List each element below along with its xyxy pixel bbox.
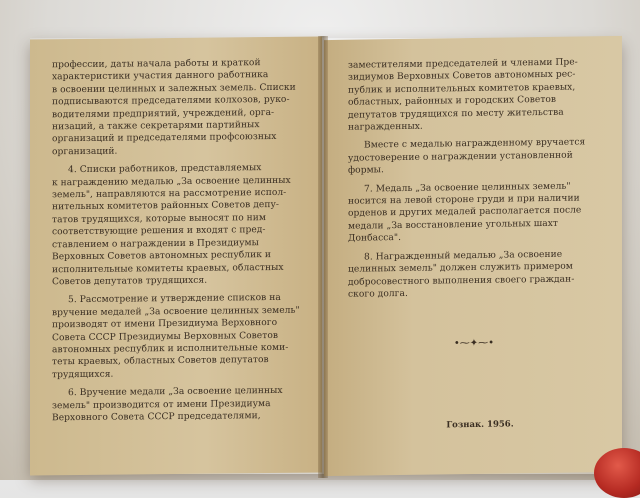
text-line: 8. Награжденный медалью „За освоение xyxy=(364,249,563,263)
text-line: носится на левой стороне груди и при наличии xyxy=(348,193,580,207)
text-line: подписываются председателями колхозов, руко- xyxy=(52,95,290,108)
text-line: медали „За восстановление угольных шахт xyxy=(348,218,558,232)
right-page xyxy=(324,36,622,476)
text-line: 4. Списки работников, представляемых xyxy=(68,163,262,176)
text-line: орденов и других медалей располагается после xyxy=(348,205,582,220)
text-line: заместителями председателей и членами Пре- xyxy=(348,57,578,71)
left-page xyxy=(30,36,322,475)
text-line: производят от имени Президиума Верховного xyxy=(52,318,278,331)
text-line: добросовестного выполнения своего граждан- xyxy=(348,274,575,288)
text-line: характеристики участия данного работника xyxy=(52,70,269,83)
text-line: водителями предприятий, учреждений, орга- xyxy=(52,107,275,120)
text-line: Верховного Совета СССР председателями, xyxy=(52,411,261,424)
text-line: удостоверение о награждении установленной xyxy=(348,150,573,164)
text-line: награжденных. xyxy=(348,121,423,133)
text-line: автономных республик и исполнительные коми- xyxy=(52,342,289,356)
left-page-text xyxy=(52,57,310,425)
text-line: ставлением о награждении в Президиумы xyxy=(52,237,259,250)
text-line: целинных земель" должен служить примером xyxy=(348,261,573,275)
text-line: нительных комитетов районных Советов депу- xyxy=(52,200,279,213)
text-line: Совета СССР Президиумы Верховных Советов xyxy=(52,330,279,343)
text-line: к награждению медалью „За освоение целинных xyxy=(52,175,291,188)
text-line: татов трудящихся, которые выносят по ним xyxy=(52,212,267,226)
text-line: 5. Рассмотрение и утверждение списков на xyxy=(68,293,281,306)
text-line: организаций и председателями профсоюзных xyxy=(52,132,277,145)
text-line: трудящихся. xyxy=(52,369,114,381)
booklet-spine xyxy=(318,36,328,478)
text-line: низаций, а также секретарями партийных xyxy=(52,120,260,133)
printer-imprint: Гознак. 1956. xyxy=(446,419,514,431)
open-booklet xyxy=(30,38,622,474)
text-line: областных, районных и городских Советов xyxy=(348,95,557,108)
text-line: ского долга. xyxy=(348,288,408,300)
text-line: Донбасса". xyxy=(348,233,402,245)
text-line: в освоении целинных и залежных земель. Списки xyxy=(52,82,296,96)
right-page-text xyxy=(348,56,604,301)
text-line: публик и исполнительных комитетов краевых, xyxy=(348,82,576,96)
text-line: 6. Вручение медали „За освоение целинных xyxy=(68,386,283,399)
text-line: Вместе с медалью награжденному вручается xyxy=(364,137,586,151)
text-line: зидиумов Верховных Советов автономных рес- xyxy=(348,69,576,84)
text-line: формы. xyxy=(348,165,384,176)
text-line: исполнительные комитеты краевых, областных xyxy=(52,262,284,275)
text-line: земель" производится от имени Президиума xyxy=(52,398,271,411)
ornament-divider: •⁓✦⁓• xyxy=(453,337,495,350)
text-line: земель", направляются на рассмотрение испол- xyxy=(52,187,287,201)
text-line: профессии, даты начала работы и краткой xyxy=(52,58,261,71)
text-line: 7. Медаль „За освоение целинных земель" xyxy=(364,181,571,195)
text-line: организаций. xyxy=(52,146,118,158)
red-object xyxy=(594,448,640,498)
text-line: Верховных Советов автономных республик и xyxy=(52,250,272,263)
text-line: Советов депутатов трудящихся. xyxy=(52,275,208,288)
text-line: депутатов трудящихся по месту жительства xyxy=(348,107,564,121)
text-line: вручение медалей „За освоение целинных земель" xyxy=(52,305,300,319)
text-line: соответствующие решения и входят с пред- xyxy=(52,225,266,238)
text-line: теты краевых, областных Советов депутатов xyxy=(52,355,269,368)
